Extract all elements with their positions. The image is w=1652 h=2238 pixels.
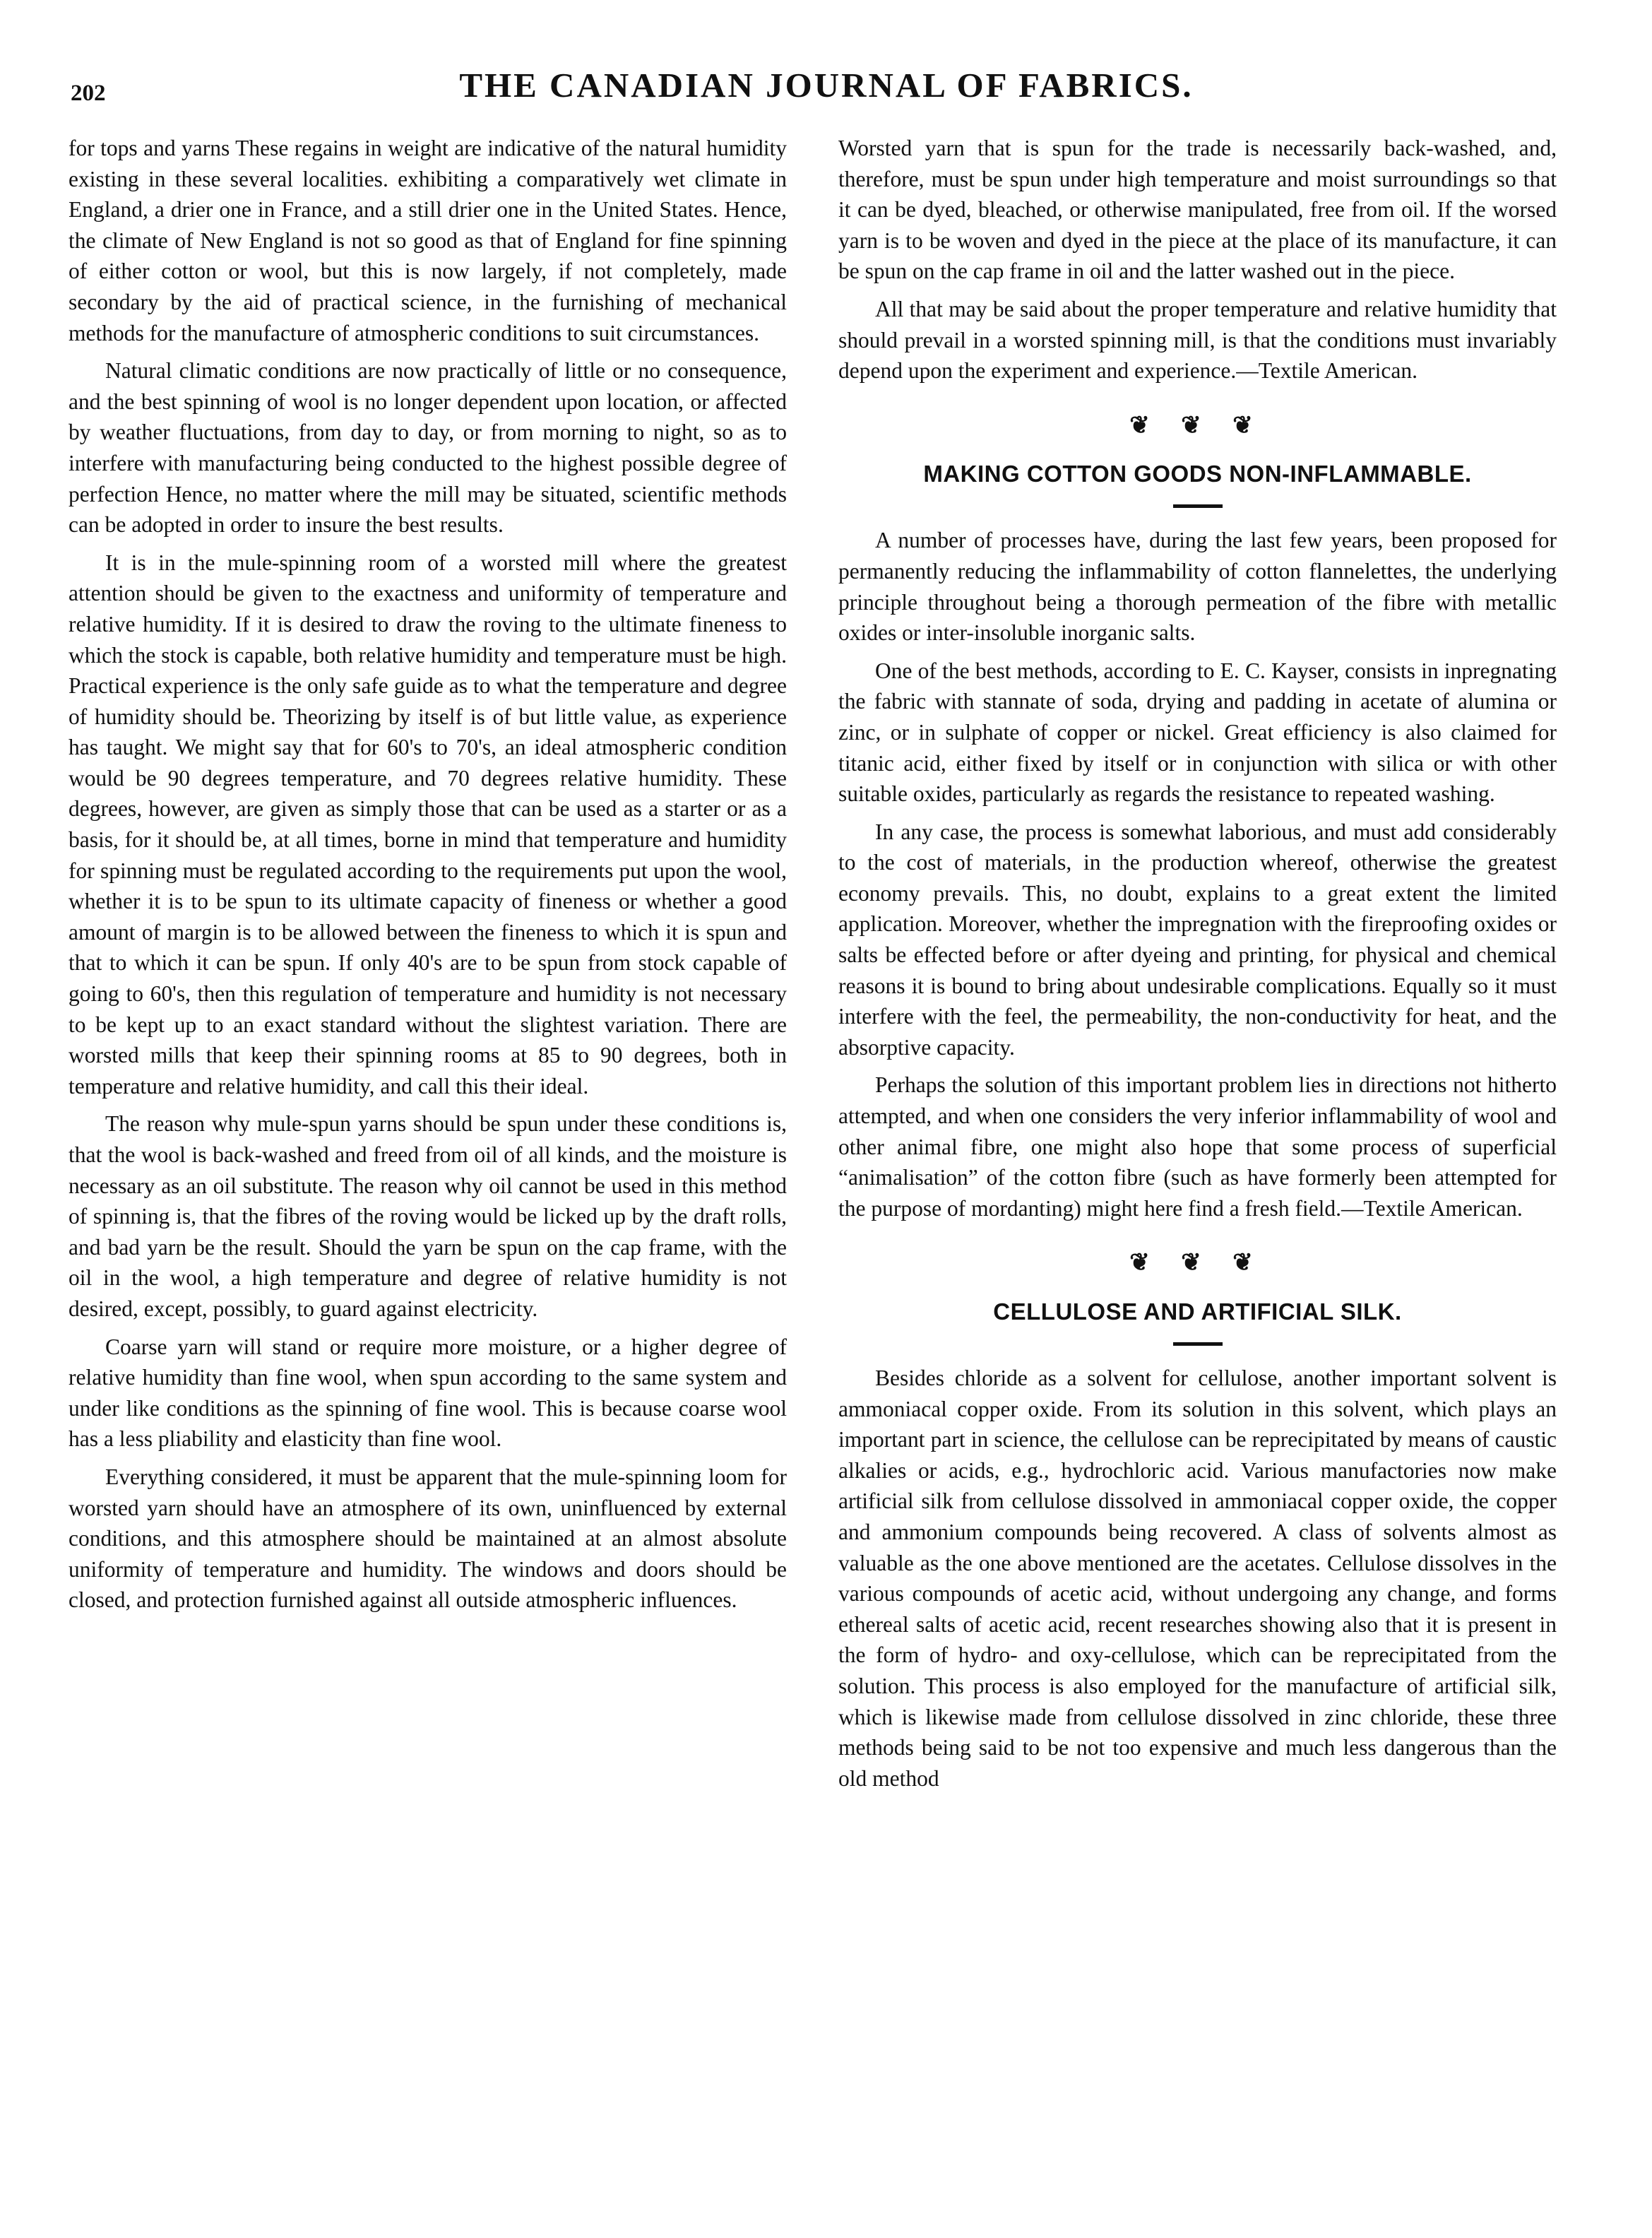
body-paragraph: for tops and yarns These regains in weight are indicative of the natural humidity existing in these several localities. exhibiting a comparatively wet climate in England, a drier one in France, and a still drier one in the United States. Hence, the climate of New England is not so good as that of England for fine spinning of either cotton or wool, but this is now largely, if not completely, made secondary by the aid of practical science, in the furnishing of mechanical methods for the manufacture of atmospheric conditions to suit circumstances. xyxy=(69,136,787,345)
body-paragraph: The reason why mule-spun yarns should be spun under these conditions is, that the wool is back-washed and freed from oil of all kinds, and the moisture is necessary as an oil substitute. The reason why oil cannot be used in this method of spinning is, that the fibres of the roving would be licked up by the draft rolls, and bad yarn be the result. Should the yarn be spun on the cap frame, with the oil in the wool, a high temperature and degree of relative humidity is not desired, except, possibly, to guard against electricity. xyxy=(69,1111,787,1321)
body-paragraph: It is in the mule-spinning room of a worsted mill where the greatest attention should be given to the exactness and uniformity of temperature and relative humidity. If it is desired to draw the roving to the ultimate fineness to which the stock is capable, both relative humidity and temperature must be high. Practical experience is the only safe guide as to what the temperature and degree of humidity should be. Theorizing by itself is of but little value, as experience has taught. We might say that for 60's to 70's, an ideal atmospheric condition would be 90 degrees temperature, and 70 degrees relative humidity. These degrees, however, are given as simply those that can be used as a starter or as a basis, for it should be, at all times, borne in mind that temperature and humidity for spinning must be regulated according to the requirements put upon the wool, whether it is to be spun to its ultimate capacity of fineness or whether a good amount of margin is to be allowed between the fineness to which it is spun and that to which it can be spun. If only 40's are to be spun from stock capable of going to 60's, then this regulation of temperature and humidity is not necessary to be kept up to an exact standard without the slightest variation. There are worsted mills that keep their spinning rooms at 85 to 90 degrees, both in temperature and relative humidity, and call this their ideal. xyxy=(69,550,787,1099)
journal-title: THE CANADIAN JOURNAL OF FABRICS. xyxy=(459,66,1194,105)
page-header xyxy=(71,65,1582,114)
body-paragraph: Natural climatic conditions are now practically of little or no consequence, and the best spinning of wool is no longer dependent upon location, or affected by weather fluctuations, from day to day, or from morning to night, so as to interfere with manufacturing being conducted to the highest possible degree of perfection Hence, no matter where the mill may be situated, scientific methods can be adopted in order to insure the best results. xyxy=(69,358,787,538)
section-ornament: ❦ ❦ ❦ xyxy=(1129,1250,1266,1277)
body-paragraph: A number of processes have, during the last few years, been proposed for permanently reducing the inflammability of cotton flannelettes, the underlying principle throughout being a thorough permeation of the fibre with metallic oxides or inter-insoluble inorganic salts. xyxy=(838,528,1557,646)
body-paragraph: Besides chloride as a solvent for cellulose, another important solvent is ammoniacal copper oxide. From its solution in this solvent, which plays an important part in science, the cellulose can be reprecipitated by means of caustic alkalies or acids, e.g., hydrochloric acid. Various manufactories now make artificial silk from cellulose dissolved in ammoniacal copper oxide, the copper and ammonium compounds being recovered. A class of solvents almost as valuable as the one above mentioned are the acetates. Cellulose dissolves in the various compounds of acetic acid, without undergoing any change, and forms ethereal salts of acetic acid, recent researches showing also that it is present in the form of hydro- and oxy-cellulose, which can be reprecipitated from the solution. This process is also employed for the manufacture of artificial silk, which is likewise made from cellulose dissolved in zinc chloride, these three methods being said to be not too expensive and much less dangerous than the old method xyxy=(838,1366,1557,1791)
section-ornament: ❦ ❦ ❦ xyxy=(1129,412,1266,439)
body-paragraph: One of the best methods, according to E. C. Kayser, consists in inpregnating the fabric with stannate of soda, drying and padding in acetate of alumina or zinc, or in sulphate of copper or nickel. Great efficiency is also claimed for titanic acid, either fixed by itself or in conjunction with silica or with other suitable oxides, particularly as regards the resistance to repeated washing. xyxy=(838,658,1557,807)
body-paragraph: Coarse yarn will stand or require more moisture, or a higher degree of relative humidity than fine wool, when spun according to the same system and under like conditions as the spinning of fine wool. This is because coarse wool has a less pliability and elasticity than fine wool. xyxy=(69,1334,787,1452)
left-column xyxy=(69,133,787,1623)
page-number: 202 xyxy=(71,81,106,106)
body-paragraph: Perhaps the solution of this important problem lies in directions not hitherto attempted, and when one considers the very inferior inflammability of wool and other animal fibre, one might also hope that some process of superficial “animalisation” of the cotton fibre (such as have formerly been attempted for the purpose of mordanting) might here find a fresh field.—Textile American. xyxy=(838,1072,1557,1221)
article-title: MAKING COTTON GOODS NON-INFLAMMABLE. xyxy=(923,461,1472,487)
title-rule xyxy=(1173,504,1223,508)
body-paragraph: In any case, the process is somewhat laborious, and must add considerably to the cost of materials, in the production whereof, otherwise the greatest economy prevails. This, no doubt, explains to a great extent the limited application. Moreover, whether the impregnation with the fireproofing oxides or salts be effected before or after dyeing and printing, for physical and chemical reasons it is bound to bring about undesirable complications. Equally so it must interfere with the feel, the permeability, the non-conductivity for heat, and the absorptive capacity. xyxy=(838,819,1557,1060)
title-rule xyxy=(1173,1342,1223,1346)
body-paragraph: Everything considered, it must be apparent that the mule-spinning loom for worsted yarn should have an atmosphere of its own, uninfluenced by external conditions, and this atmosphere should be maintained at an almost absolute uniformity of temperature and humidity. The windows and doors should be closed, and protection furnished against all outside atmospheric influences. xyxy=(69,1464,787,1613)
body-paragraph: Worsted yarn that is spun for the trade is necessarily back-washed, and, therefore, must be spun under high temperature and moist surroundings so that it can be dyed, bleached, or otherwise manipulated, free from oil. If the worsed yarn is to be woven and dyed in the piece at the place of its manufacture, it can be spun on the cap frame in oil and the latter washed out in the piece. xyxy=(838,136,1557,284)
article-title: CELLULOSE AND ARTIFICIAL SILK. xyxy=(993,1298,1402,1325)
right-column xyxy=(838,133,1557,1801)
body-paragraph: All that may be said about the proper temperature and relative humidity that should prevail in a worsted spinning mill, is that the conditions must invariably depend upon the experiment and experience.—Textile American. xyxy=(838,296,1557,384)
